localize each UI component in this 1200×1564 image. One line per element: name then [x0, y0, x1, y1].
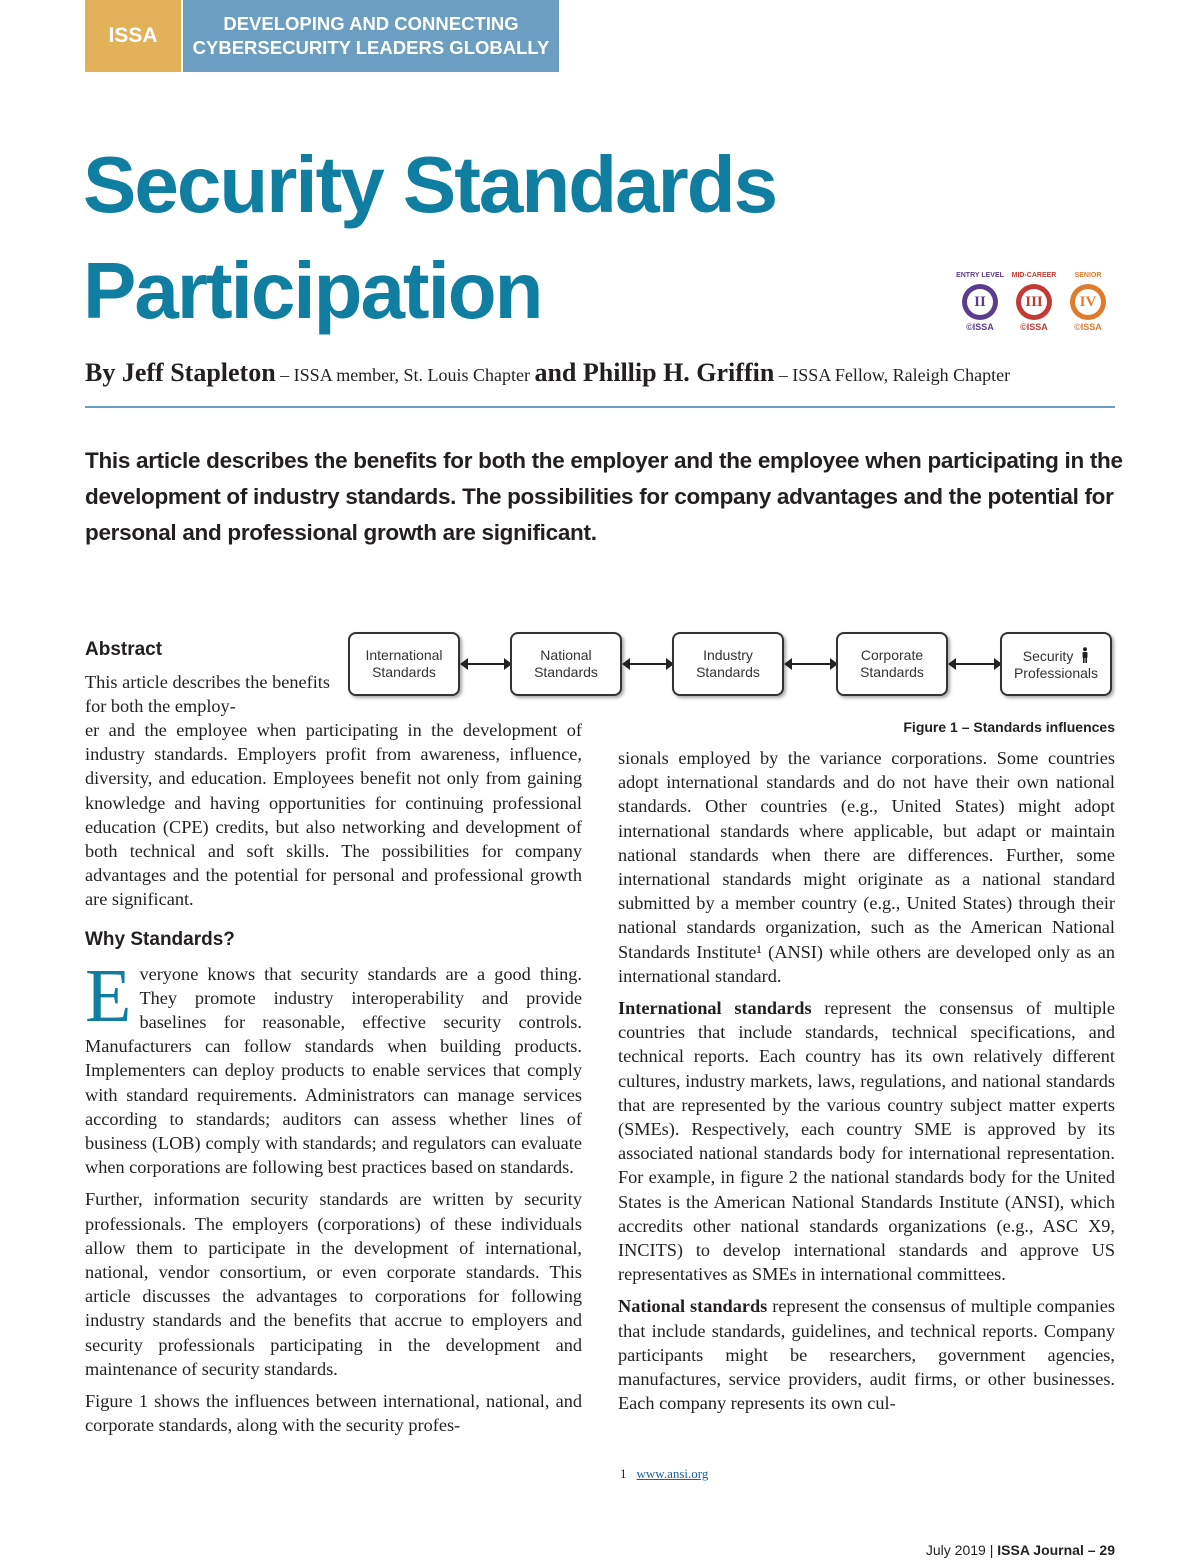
author2-name: Phillip H. Griffin [582, 358, 775, 387]
abstract-text: er and the employee when participating in the development of industry standards. Employers profit from awareness, influence, diversity, and education. Employees benefit not only from gaining knowledge and having opportunities for continuing professional education (CPE) credits, but also networking and development of both technical and soft skills. The possibilities for company advantages and the potential for personal and professional growth are significant. [85, 720, 582, 910]
author2-role: – ISSA Fellow, Raleigh Chapter [774, 365, 1011, 385]
badge-brand: ©ISSA [1074, 322, 1102, 332]
why-paragraph-1-text: veryone knows that security standards are a good thing. They promote industry interoperability and provide baselines for reasonable, effective security controls. Manufacturers can follow standards when building products. Implementers can deploy products to enable services that comply with standard requirements. Administrators can manage services according to standards; auditors can assess whether lines of business (LOB) comply with standards; and regulators can evaluate when corporations are following best practices based on standards. [85, 963, 582, 1178]
box-label-line2: Standards [534, 664, 598, 680]
mid-career-badge-icon [1008, 272, 1060, 334]
box-security-professionals [1000, 632, 1112, 696]
why-paragraph-2: Further, information security standards are written by security professionals. The employers (corporations) of these individuals allow them to participate in the development of international, national, vendor consortium, or even corporate standards. This article discusses the advantages to corporations for following industry standards and the benefits that accrue to employers and security professionals participating in the development and maintenance of security standards. [85, 1189, 582, 1379]
byline-prefix: By [85, 358, 122, 387]
footnote-link[interactable]: www.ansi.org [636, 1466, 709, 1481]
double-arrow-icon [954, 663, 996, 665]
badge-arc-label: SENIOR [1074, 272, 1102, 279]
article-deck: This article describes the benefits for both the employer and the employee when participating in the development of industry standards. The possibilities for company advantages and the potential for personal and professional growth are significant. [85, 448, 1123, 545]
box-label-line1: National [540, 647, 592, 663]
drop-cap: E [85, 953, 132, 1038]
badge-brand: ©ISSA [966, 322, 994, 332]
tagline-line2: CYBERSECURITY LEADERS GLOBALLY [192, 37, 550, 58]
right-paragraph-1: sionals employed by the variance corporations. Some countries adopt international standards and do not have their own national standards. Other countries (e.g., United States) might adopt international standards where applicable, but adapt or maintain national standards when there are differences. Further, some international standards might originate as a national standard submitted by a member country (e.g., United States) through their national standards organization, such as the American National Standards Institute¹ (ANSI) while others are developed only as an international standard. [618, 748, 1115, 986]
box-label-line1: International [365, 647, 443, 663]
footnote-number: 1 [620, 1466, 627, 1481]
double-arrow-icon [466, 663, 506, 665]
international-standards-paragraph [618, 996, 1115, 1286]
person-icon [1081, 647, 1089, 663]
abstract-intro [85, 638, 330, 726]
folio-date: July 2019 | [925, 1542, 998, 1558]
title-line2: Participation [83, 246, 542, 335]
right-column [618, 746, 1115, 1423]
why-paragraph-1 [85, 953, 582, 1180]
national-standards-paragraph [618, 1294, 1115, 1415]
title-line1: Security Standards [83, 140, 777, 229]
box-label-line2: Professionals [1013, 664, 1099, 681]
national-standards-text: represent the consensus of multiple companies that include standards, guidelines, and technical reports. Company participants might be researchers, government agencies, manufactures, service providers, audit firms, or other businesses. Each company represents its own cul- [618, 1296, 1115, 1414]
why-paragraph-3: Figure 1 shows the influences between international, national, and corporate standards, along with the security profes- [85, 1391, 582, 1436]
tagline-line1: DEVELOPING AND CONNECTING [223, 13, 519, 34]
author1-name: Jeff Stapleton [121, 358, 276, 387]
byline-divider [85, 406, 1115, 408]
box-label-line1: Industry [703, 647, 753, 663]
abstract-intro-text: This article describes the benefits for both the employ- [85, 672, 330, 717]
badge-arc-label: ENTRY LEVEL [956, 272, 1004, 279]
badge-numeral: IV [1075, 289, 1101, 315]
international-standards-text: represent the consensus of multiple countries that include standards, technical specifications, and technical reports. Each country has its own relatively different cultures, industry markets, laws, regulations, and national standards that are represented by the various country subject matter experts (SMEs). Respectively, each country SME is approved by its associated national standards body for international representation. For example, in figure 2 the national standards body for the United States is the American National Standards Institute (ANSI), which accredits other national standards organizations (e.g., ASC X9, INCITS) to develop international standards and approve US representatives as SMEs in international committees. [618, 998, 1115, 1285]
folio-journal: ISSA Journal – 29 [997, 1542, 1115, 1558]
level-badges [954, 272, 1114, 334]
box-corporate-standards [836, 632, 948, 696]
box-label-line2: Standards [372, 664, 436, 680]
box-label-line1: Security [1022, 647, 1074, 664]
international-standards-lead: International standards [618, 998, 812, 1019]
header-banner [85, 0, 559, 72]
box-label-line1: Corporate [860, 647, 924, 663]
national-standards-lead: National standards [618, 1296, 768, 1317]
box-industry-standards [672, 632, 784, 696]
entry-level-badge-icon [954, 272, 1006, 334]
box-label-line2: Standards [696, 664, 760, 680]
figure-caption: Figure 1 – Standards influences [903, 719, 1115, 735]
box-international-standards [348, 632, 460, 696]
page-folio [926, 1542, 1115, 1558]
why-standards-heading: Why Standards? [85, 928, 235, 950]
left-column [85, 718, 582, 1445]
issa-tag: ISSA [85, 0, 181, 72]
badge-arc-label: MID-CAREER [1011, 272, 1057, 279]
byline [85, 358, 1115, 388]
tagline [183, 0, 559, 72]
senior-badge-icon [1062, 272, 1114, 334]
double-arrow-icon [628, 663, 668, 665]
byline-and: and [534, 358, 583, 387]
abstract-heading: Abstract [85, 639, 163, 660]
article-title [83, 132, 943, 344]
footnote [620, 1466, 708, 1482]
badge-brand: ©ISSA [1020, 322, 1048, 332]
author1-role: – ISSA member, St. Louis Chapter [275, 365, 535, 385]
double-arrow-icon [790, 663, 832, 665]
badge-numeral: III [1021, 289, 1047, 315]
box-label-line2: Standards [860, 664, 924, 680]
badge-numeral: II [967, 289, 993, 315]
box-national-standards [510, 632, 622, 696]
